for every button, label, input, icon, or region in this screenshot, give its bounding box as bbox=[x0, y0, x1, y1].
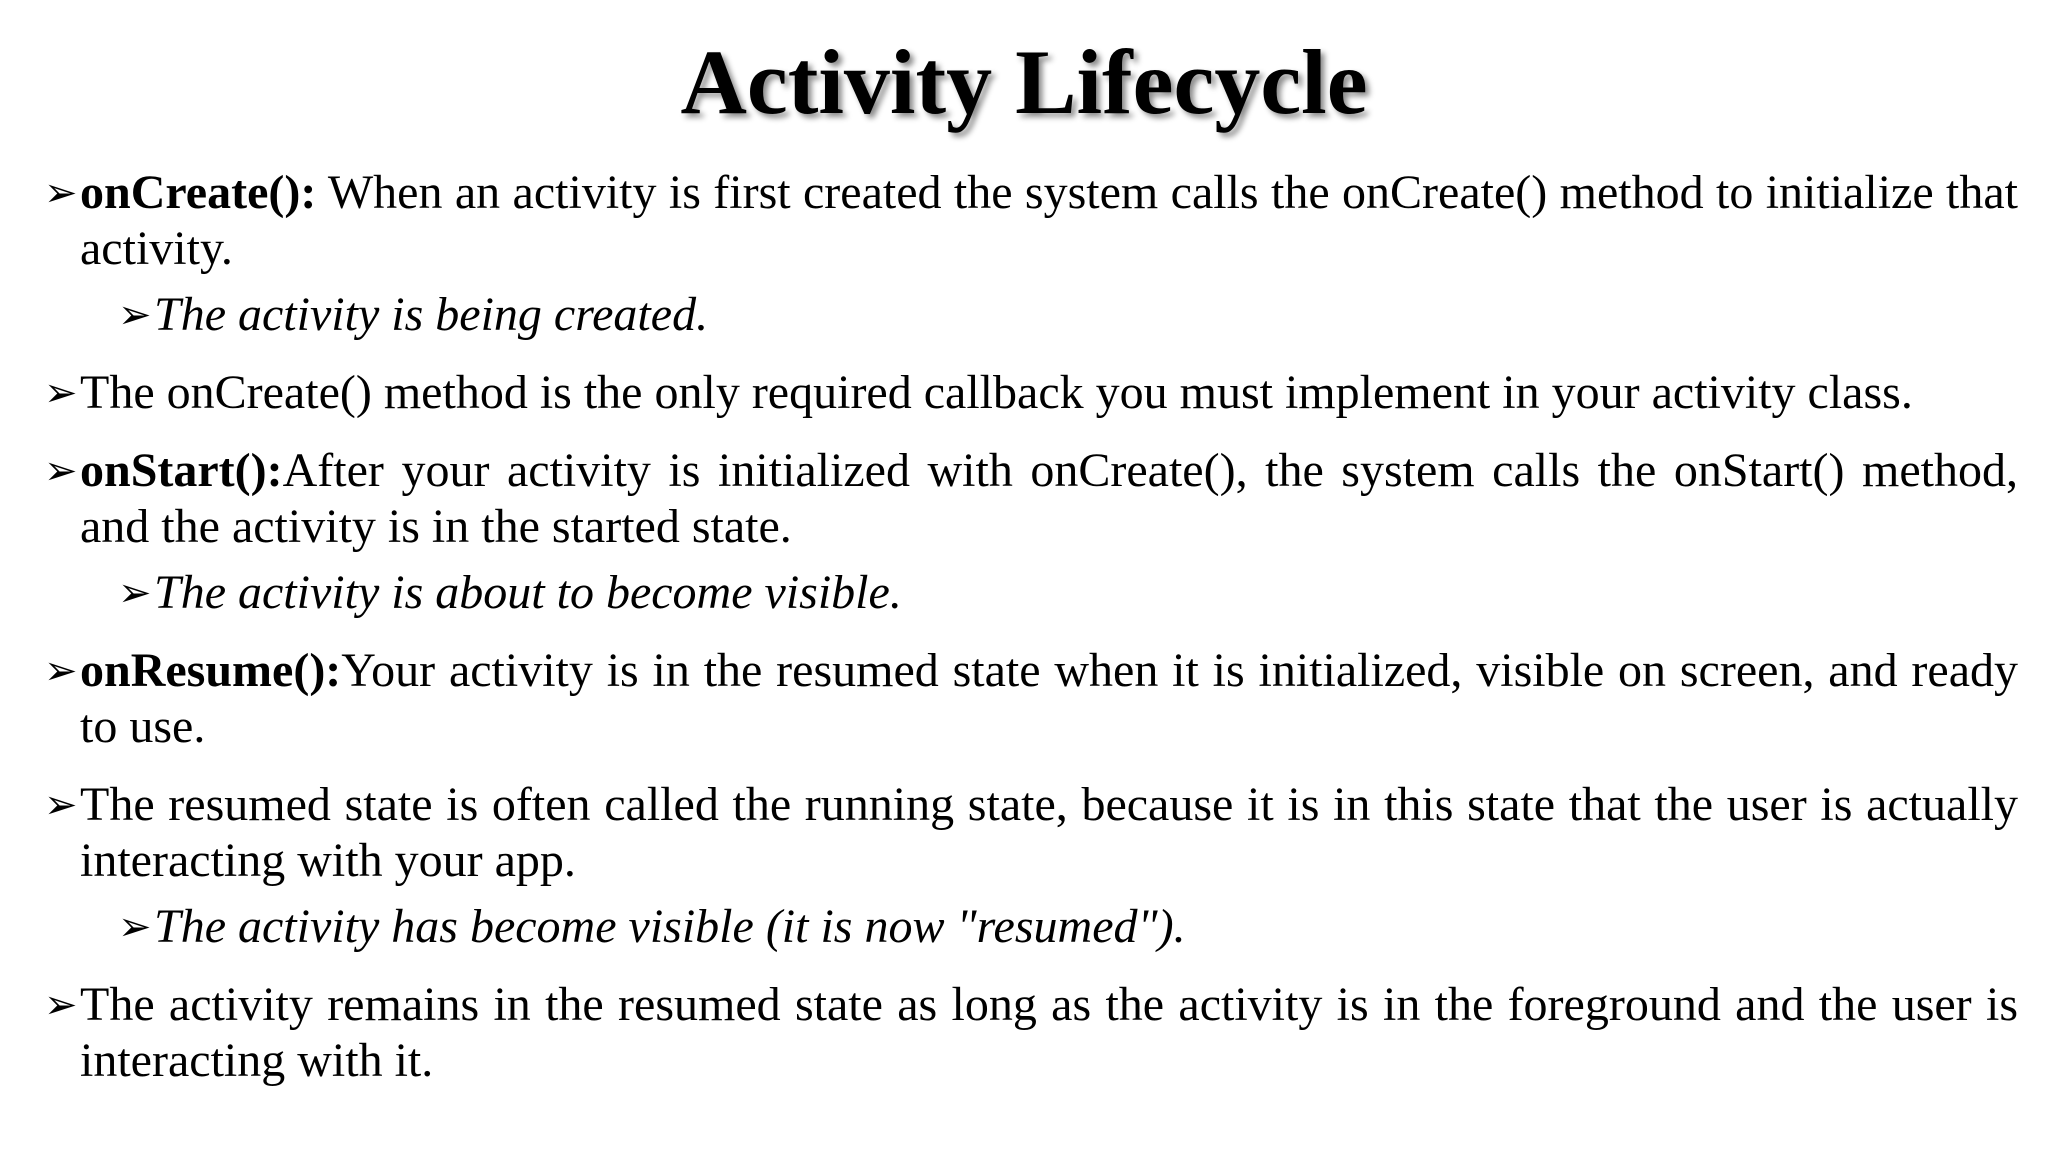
bullet-text: The activity is about to become visible. bbox=[154, 566, 902, 619]
bullet-remains-resumed bbox=[44, 977, 2018, 1089]
arrow-bullet-icon: ➢ bbox=[44, 982, 78, 1028]
bullet-list bbox=[44, 165, 2018, 1089]
slide-title: Activity Lifecycle bbox=[680, 31, 1368, 133]
bullet-text: The activity is being created. bbox=[154, 288, 709, 341]
bullet-term: onResume(): bbox=[80, 644, 342, 697]
sub-bullet-become-visible bbox=[118, 899, 2018, 955]
arrow-bullet-icon: ➢ bbox=[118, 570, 152, 616]
bullet-text: The activity remains in the resumed state as long as the activity is in the foreground and the user is interacting with it. bbox=[80, 978, 2018, 1087]
sub-bullet-being-created bbox=[118, 287, 2018, 343]
bullet-term: onStart(): bbox=[80, 444, 283, 497]
bullet-oncreate-required bbox=[44, 365, 2018, 421]
bullet-text: The resumed state is often called the running state, because it is in this state that the user is actually interacting with your app. bbox=[80, 778, 2018, 887]
bullet-onstart bbox=[44, 443, 2018, 555]
arrow-bullet-icon: ➢ bbox=[44, 370, 78, 416]
bullet-text: Your activity is in the resumed state when it is initialized, visible on screen, and ready to use. bbox=[80, 644, 2018, 753]
arrow-bullet-icon: ➢ bbox=[44, 648, 78, 694]
arrow-bullet-icon: ➢ bbox=[118, 904, 152, 950]
sub-bullet-about-visible bbox=[118, 565, 2018, 621]
bullet-oncreate bbox=[44, 165, 2018, 277]
bullet-text: After your activity is initialized with onCreate(), the system calls the onStart() method, and the activity is in the started state. bbox=[80, 444, 2018, 553]
bullet-text: The onCreate() method is the only required callback you must implement in your activity class. bbox=[80, 366, 1913, 419]
bullet-text: The activity has become visible (it is now "resumed"). bbox=[154, 900, 1186, 953]
arrow-bullet-icon: ➢ bbox=[118, 292, 152, 338]
bullet-onresume bbox=[44, 643, 2018, 755]
arrow-bullet-icon: ➢ bbox=[44, 448, 78, 494]
arrow-bullet-icon: ➢ bbox=[44, 782, 78, 828]
arrow-bullet-icon: ➢ bbox=[44, 170, 78, 216]
bullet-term: onCreate(): bbox=[80, 166, 317, 219]
bullet-text: When an activity is first created the system calls the onCreate() method to initialize that activity. bbox=[80, 166, 2018, 275]
bullet-running-state bbox=[44, 777, 2018, 889]
